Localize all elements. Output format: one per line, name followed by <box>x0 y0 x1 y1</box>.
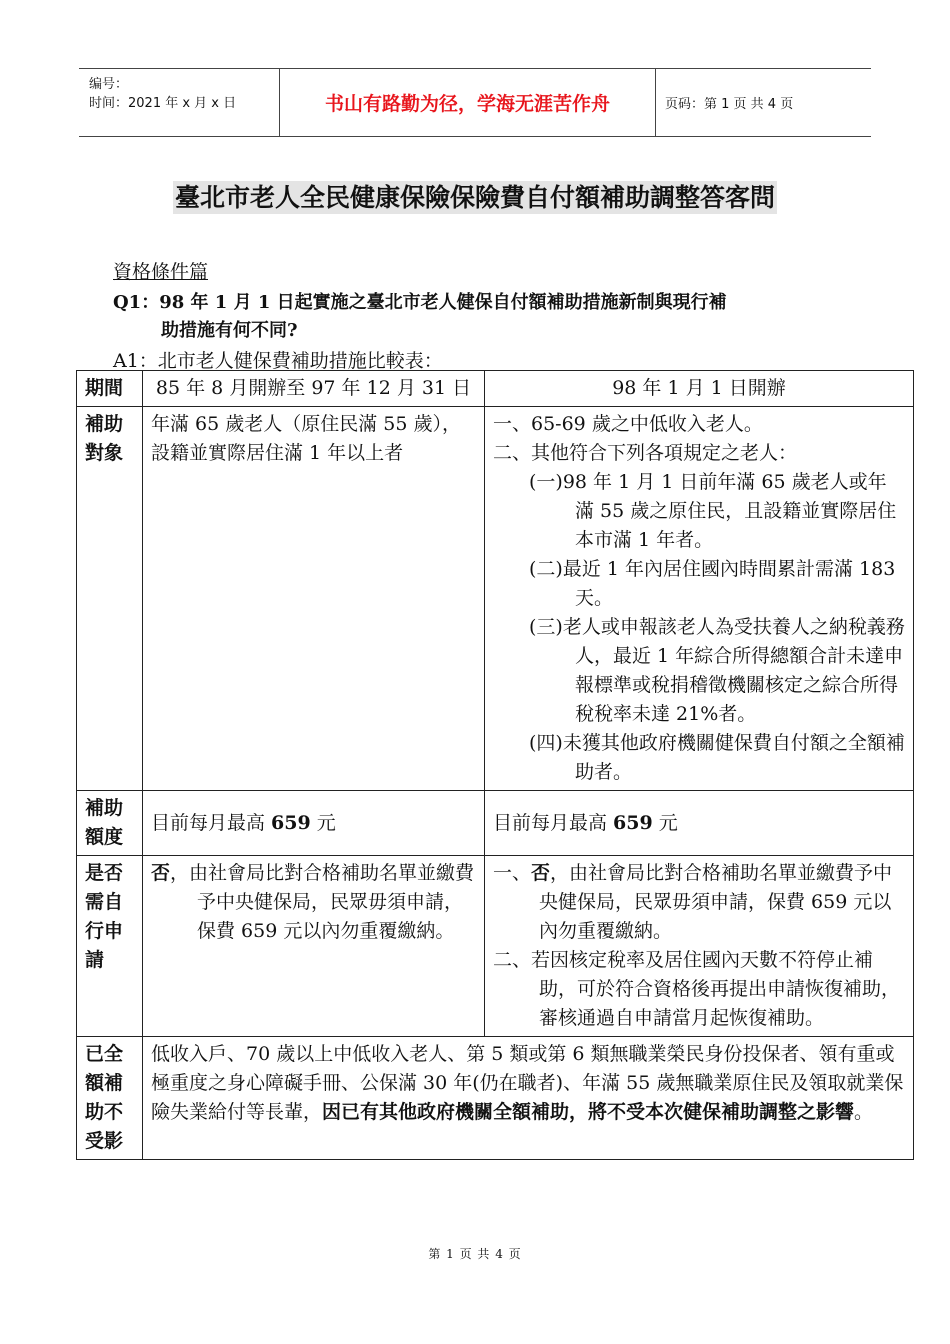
row-label-target: 補助對象 <box>77 407 143 791</box>
full-text-bold: 因已有其他政府機關全額補助，將不受本次健保補助調整之影響 <box>322 1101 855 1123</box>
table-row <box>77 856 914 1037</box>
row-label-period: 期間 <box>77 371 143 407</box>
table-row <box>77 407 914 791</box>
header-divider <box>655 69 656 136</box>
question-line-1: Q1：98 年 1 月 1 日起實施之臺北市老人健保自付額補助措施新制與現行補 <box>113 292 727 313</box>
header-page-label: 页码：第 1 页 共 4 页 <box>665 97 794 112</box>
question-line-2: 助措施有何不同? <box>161 320 298 341</box>
target-new <box>485 407 914 791</box>
table-row <box>77 1037 914 1160</box>
amount-suffix: 元 <box>652 811 678 834</box>
apply-old-body: ，由社會局比對合格補助名單並繳費予中央健保局，民眾毋須申請，保費 659 元以內勿重覆繳納。 <box>170 862 475 942</box>
header-motto: 书山有路勤为径，学海无涯苦作舟 <box>324 93 610 115</box>
amount-prefix: 目前每月最高 <box>151 811 272 834</box>
amount-prefix: 目前每月最高 <box>493 811 614 834</box>
apply-old-text <box>151 859 476 946</box>
sub-list-item: (四)未獲其他政府機關健保費自付額之全額補助者。 <box>529 732 905 783</box>
comparison-table <box>76 370 914 1160</box>
row-label-amount: 補助額度 <box>77 791 143 856</box>
document-title: 臺北市老人全民健康保險保險費自付額補助調整答客問 <box>174 183 775 212</box>
sub-list-item: (一)98 年 1 月 1 日前年滿 65 歲老人或年滿 55 歲之原住民，且設籍並實際居住本市滿 1 年者。 <box>529 471 897 551</box>
sub-list-item: (二)最近 1 年內居住國內時間累計需滿 183 天。 <box>529 558 896 609</box>
apply-old <box>143 856 485 1037</box>
list-item: 一、65-69 歲之中低收入老人。 <box>493 413 763 435</box>
amount-suffix: 元 <box>310 811 336 834</box>
period-old: 85 年 8 月開辦至 97 年 12 月 31 日 <box>143 371 485 407</box>
sub-list-item: (三)老人或申報該老人為受扶養人之納稅義務人，最近 1 年綜合所得總額合計未達申報標準或稅捐稽徵機關核定之綜合所得稅稅率未達 21%者。 <box>529 616 905 725</box>
amount-value: 659 <box>271 811 311 834</box>
apply-new-body: ，由社會局比對合格補助名單並繳費予中央健保局，民眾毋須申請，保費 659 元以內勿重覆繳納。 <box>539 862 893 942</box>
amount-new <box>485 791 914 856</box>
section-heading: 資格條件篇 <box>113 261 209 283</box>
question-1 <box>113 289 853 345</box>
answer-intro: A1：北市老人健保費補助措施比較表： <box>113 350 443 372</box>
apply-new <box>485 856 914 1037</box>
apply-old-bold: 否 <box>151 862 171 884</box>
full-subsidy-text <box>143 1037 914 1160</box>
amount-value: 659 <box>613 811 653 834</box>
row-label-apply: 是否需自行申請 <box>77 856 143 1037</box>
row-label-full: 已全額補助不受影 <box>77 1037 143 1160</box>
list-item: 二、若因核定稅率及居住國內天數不符停止補助，可於符合資格後再提出申請恢復補助，審核通過自申請當月起恢復補助。 <box>493 949 901 1029</box>
header-meta <box>89 75 279 113</box>
amount-old <box>143 791 485 856</box>
table-row <box>77 791 914 856</box>
page-footer: 第 1 页 共 4 页 <box>428 1247 522 1261</box>
doc-number-label: 编号： <box>89 77 129 92</box>
list-marker: 一、 <box>493 862 532 884</box>
table-row <box>77 371 914 407</box>
apply-new-bold: 否 <box>531 862 551 884</box>
period-new: 98 年 1 月 1 日開辦 <box>485 371 914 407</box>
target-old: 年滿 65 歲老人（原住民滿 55 歲），設籍並實際居住滿 1 年以上者 <box>143 407 485 791</box>
document-title-wrap <box>0 178 950 214</box>
full-text-end: 。 <box>854 1101 874 1123</box>
page-header <box>79 68 871 137</box>
date-label: 时间：2021 年 x 月 x 日 <box>89 96 237 111</box>
list-item <box>493 859 905 946</box>
full-text: 低收入戶、70 歲以上中低收入老人、第 5 類或第 6 類無職業榮民身份投保者、領有重或極重度之身心障礙手冊、公保滿 30 年(仍在職者)、年滿 55 歲無職業原住民及領取就業保險失業給付等長輩， <box>151 1043 904 1123</box>
list-item: 二、其他符合下列各項規定之老人： <box>493 442 798 464</box>
